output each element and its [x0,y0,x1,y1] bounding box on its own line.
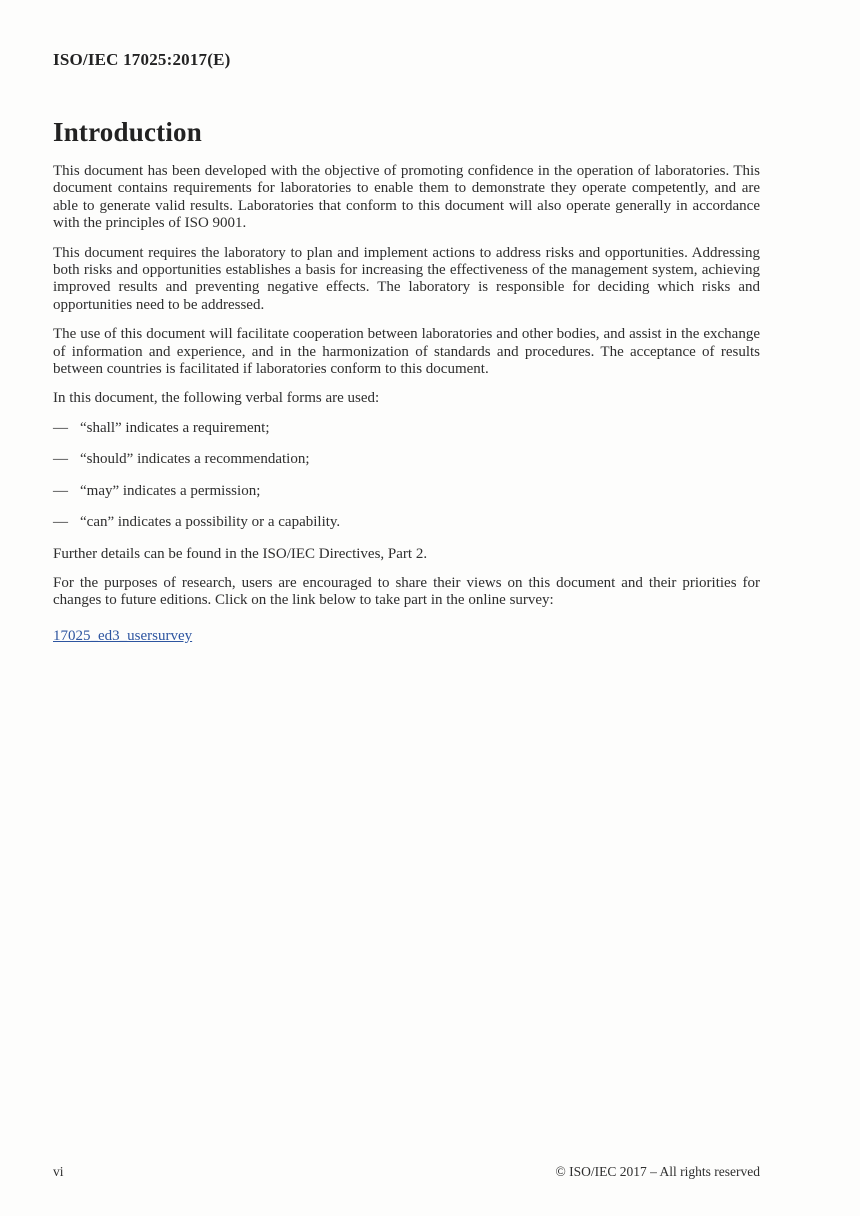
intro-paragraph-2: This document requires the laboratory to plan and implement actions to address risks and opportunities. Addressing both risks and opportunities establishes a basis for increasing the effectiveness of the management system, achieving improved results and preventing negative effects. The laboratory is responsible for deciding which risks and opportunities need to be addressed. [53,244,760,313]
running-header: ISO/IEC 17025:2017(E) [53,50,231,69]
research-paragraph: For the purposes of research, users are encouraged to share their views on this document and their priorities for changes to future editions. Click on the link below to take part in the online survey: [53,574,760,609]
list-item [53,483,760,500]
page-title: Introduction [53,117,202,147]
copyright-notice: © ISO/IEC 2017 – All rights reserved [555,1164,760,1179]
list-item [53,420,760,437]
list-item-text: “may” indicates a permission; [80,482,261,499]
em-dash: — [53,451,68,468]
list-item [53,451,760,468]
page-number: vi [53,1164,64,1179]
page-footer [0,1164,860,1180]
list-item-text: “shall” indicates a requirement; [80,419,270,436]
list-item [53,514,760,531]
list-item-text: “should” indicates a recommendation; [80,451,310,468]
intro-paragraph-1: This document has been developed with the objective of promoting confidence in the operation of laboratories. This document contains requirements for laboratories to enable them to demonstrate they operate competently, and are able to generate valid results. Laboratories that conform to this document will also operate generally in accordance with the principles of ISO 9001. [53,163,760,232]
verbal-forms-lead: In this document, the following verbal forms are used: [53,390,380,407]
intro-paragraph-3: The use of this document will facilitate cooperation between laboratories and other bodies, and assist in the exchange of information and experience, and in the harmonization of standards and procedures. The acceptance of results between countries is facilitated if laboratories conform to this document. [53,326,760,378]
em-dash: — [53,482,68,499]
em-dash: — [53,514,68,531]
list-item-text: “can” indicates a possibility or a capability. [80,514,341,531]
em-dash: — [53,419,68,436]
verbal-forms-list [53,420,760,532]
survey-link[interactable]: 17025_ed3_usersurvey [53,627,193,644]
further-details-paragraph: Further details can be found in the ISO/IEC Directives, Part 2. [53,545,428,562]
